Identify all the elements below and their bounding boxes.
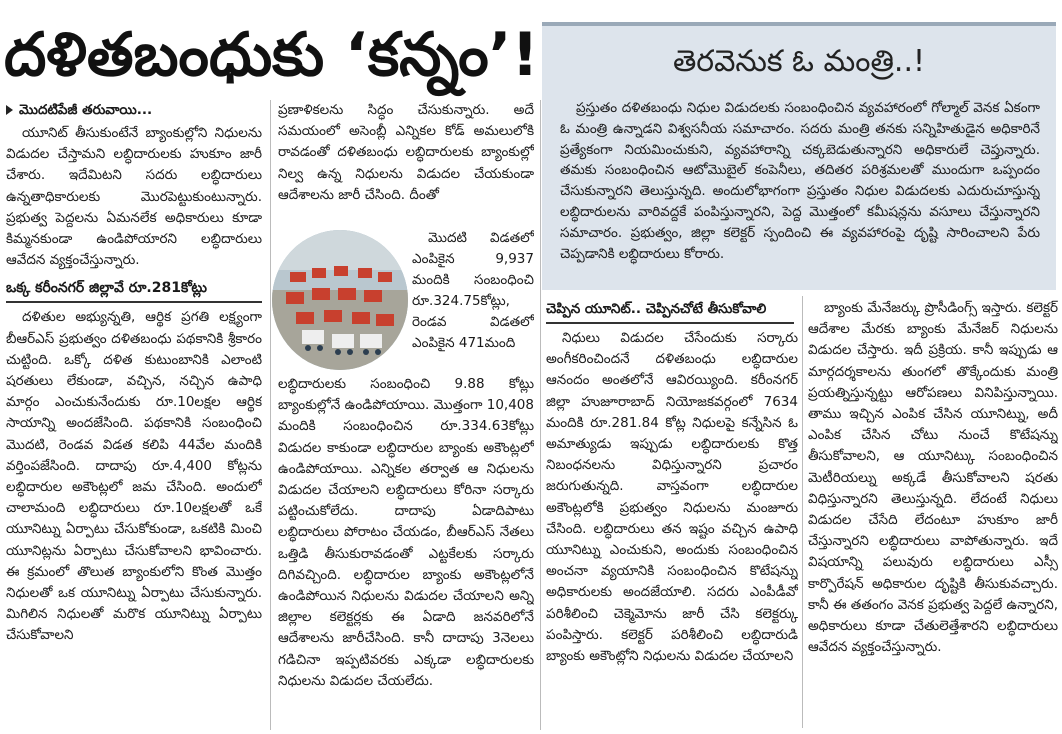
article-column-4 <box>808 298 1058 728</box>
sidebar-box <box>542 22 1056 290</box>
right-article-heading: చెప్పిన యూనిట్.. చెప్పినచోటే తీసుకోవాలి <box>546 301 767 317</box>
column-divider <box>802 296 803 728</box>
paragraph: బ్యాంకు మేనేజర్కు ప్రొసీడింగ్స్ ఇస్తారు. కలెక్టర్ ఆదేశాల మేరకు బ్యాంకు మేనేజర్ నిధులను విడుదల చేస్తారు. ఇదీ ప్రక్రియ. కానీ ఇప్పుడు ఆ మార్గదర్శకాలను తుంగలో తొక్కేందుకు మంత్రి ప్రయత్నిస్తున్నట్టు ఆరోపణలు వినిపిస్తున్నాయి. తాము ఇచ్చిన ఎంపిక చేసిన యూనిట్ను, అదీ ఎంపిక చేసిన చోటు నుంచే కొటేషన్ను తీసుకోవాలని, ఆ యూనిట్కు సంబంధించిన మెటీరియల్ను అక్కడే తీసుకోవాలని షరతు విధిస్తున్నారని తెలుస్తున్నది. లేదంటే నిధులు విడుదల చేసేది లేదంటూ హుకూం జారీ చేస్తున్నారని లబ్ధిదారులు వాపోతున్నారు. ఇదే విషయాన్ని పలువురు లబ్ధిదారులు ఎస్సీ కార్పొరేషన్ అధికారుల దృష్టికి తీసుకువచ్చారు. కానీ ఈ తతంగం వెనక ప్రభుత్వ పెద్దలే ఉన్నారని, అధికారులు కూడా చేతులెత్తేశారని లబ్ధిదారులు ఆవేదన వ్యక్తంచేస్తున్నారు. <box>808 300 1058 656</box>
vehicles-photo-image <box>272 230 408 370</box>
continued-label <box>6 100 262 121</box>
article-column-2-side <box>412 228 534 374</box>
sidebar-title: తెరవెనుక ఓ మంత్రి..! <box>672 44 926 79</box>
paragraph: ప్రస్తుతం దళితబంధు నిధుల విడుదలకు సంబంధించిన వ్యవహారంలో గోల్మాల్ వెనక ఏకంగా ఓ మంత్రి ఉన్నాడని విశ్వసనీయ సమాచారం. సదరు మంత్రి తనకు సన్నిహితుడైన అధికారినే ప్రత్యేకంగా నియమించుకుని, వ్యవహారాన్ని చక్కబెడుతున్నారని అధికారులే చెప్తున్నారు. తమకు సంబంధించిన ఆటోమొబైల్ కంపెనీలు, తదితర పరిశ్రమలతో ముందుగా ఒప్పందం చేసుకున్నారని తెలుస్తున్నది. అందులోభాగంగా ప్రస్తుతం నిధుల విడుదలకు ఎదురుచూస్తున్న లబ్ధిదారులను వారివద్దకే పంపిస్తున్నారని, పెద్ద మొత్తంలో కమీషన్లను వసూలు చేస్తున్నారని సమాచారం. ప్రభుత్వం, జిల్లా కలెక్టర్ స్పందించి ఈ వ్యవహారంపై దృష్టి సారించాలని పేరు చెప్పడానికి లబ్ధిదారులు కోరారు. <box>560 100 1040 262</box>
paragraph: ప్రణాళికలను సిద్ధం చేసుకున్నారు. అదే సమయంలో అసెంబ్లీ ఎన్నికల కోడ్ అమలులోకి రావడంతో దళితబంధు లబ్ధిదారులకు బ్యాంకుల్లో నిల్వ ఉన్న నిధులను విడుదల చేయకుండా ఆదేశాలను జారీ చేసింది. దీంతో <box>278 102 534 203</box>
paragraph: మొదటి విడతలో ఎంపికైన 9,937 మందికి సంబంధించి రూ.324.75కోట్లు, రెండవ విడతలో ఎంపికైన 471మంది <box>412 230 534 351</box>
paragraph: నిధులు విడుదల చేసేందుకు సర్కారు అంగీకరించిందనే దళితబంధు లబ్ధిదారుల ఆనందం అంతలోనే ఆవిరయ్యింది. కరీంనగర్ జిల్లా హుజూరాబాద్ నియోజకవర్గంలో 7634 మందికి రూ.281.84 కోట్ల నిధులపై కన్నేసిన ఓ అమాత్యుడు ఇప్పుడు లబ్ధిదారులకు కొత్త నిబంధనలను విధిస్తున్నారని ప్రచారం జరుగుతున్నది. వాస్తవంగా లబ్ధిదారుల అకౌంట్లలోకి ప్రభుత్వం నిధులను మంజూరు చేసింది. లబ్ధిదారులు తన ఇష్టం వచ్చిన ఉపాధి యూనిట్ను ఎంచుకుని, అందుకు సంబంధించిన అంచనా వ్యయానికి సంబంధించిన కొటేషన్ను అధికారులకు అందజేయాలి. సదరు ఎంపీడీవో పరిశీలించి చెక్మెమోను జారీ చేసి కలెక్టర్కు పంపిస్తారు. కలెక్టర్ పరిశీలించి లబ్ధిదారుడి బ్యాంకు అకౌంట్లోని నిధులను విడుదల చేయాలని <box>546 330 798 665</box>
headline: దళితబంధుకు ‘కన్నం’! <box>4 20 539 90</box>
column-divider <box>540 100 541 730</box>
sidebar-body <box>560 98 1040 284</box>
vehicles-photo <box>272 230 408 370</box>
paragraph: దళితుల అభ్యున్నతి, ఆర్థిక ప్రగతి లక్ష్యంగా బీఆర్ఎస్ ప్రభుత్వం దళితబంధు పథకానికి శ్రీకారం చుట్టింది. ఒక్కో దళిత కుటుంబానికి ఎలాంటి షరతులు లేకుండా, వచ్చిన, నచ్చిన ఉపాధి మార్గం ఎంచుకునేందుకు రూ.10లక్షల ఆర్థిక సాయాన్ని అందజేసింది. పథకానికి సంబంధించి మొదటి, రెండవ విడత కలిపి 44వేల మందికి వర్తింపజేసింది. దాదాపు రూ.4,400 కోట్లను లబ్ధిదారుల అకౌంట్లలో జమ చేసింది. అందులో చాలామంది లబ్ధిదారులు రూ.10లక్షలతో ఒకే యూనిట్ను ఏర్పాటు చేసుకోకుండా, ఒకటికి మించి యూనిట్లను ఏర్పాటు చేసుకోవాలని భావించారు. ఈ క్రమంలో తొలుత బ్యాంకులోని కొంత మొత్తం నిధులతో ఒక యూనిట్ను ఏర్పాటు చేసుకున్నారు. మిగిలిన నిధులతో మరొక యూనిట్ను ఏర్పాటు చేసుకోవాలని <box>6 309 262 644</box>
continued-text: మొదటిపేజీ తరువాయి... <box>19 102 153 118</box>
article-column-1 <box>6 100 262 730</box>
column-divider <box>270 100 271 730</box>
article-column-3 <box>546 328 798 728</box>
triangle-icon <box>6 105 13 115</box>
article-column-2-top <box>278 100 534 230</box>
paragraph: లబ్ధిదారులకు సంబంధించి 9.88 కోట్లు బ్యాంకుల్లోనే ఉండిపోయాయి. మొత్తంగా 10,408 మందికి సంబంధించిన రూ.334.63కోట్లు విడుదల కాకుండా లబ్ధిదారుల బ్యాంకు అకౌంట్లలో ఉండిపోయాయి. ఎన్నికల తర్వాత ఆ నిధులను విడుదల చేయాలని లబ్ధిదారులు కోరినా సర్కారు పట్టించుకోలేదు. దాదాపు ఏడాదిపాటు లబ్ధిదారులు పోరాటం చేయడం, బీఆర్ఎస్ నేతలు ఒత్తిడి తీసుకురావడంతో ఎట్టకేలకు సర్కారు దిగివచ్చింది. లబ్ధిదారుల బ్యాంకు అకౌంట్లలోనే ఉండిపోయిన నిధులను విడుదల చేయాలని అన్ని జిల్లాల కలెక్టర్లకు ఈ ఏడాది జనవరిలోనే ఆదేశాలను జారీచేసింది. కానీ దాదాపు 3నెలలు గడిచినా ఇప్పటివరకు ఎక్కడా లబ్ధిదారులకు నిధులను విడుదల చేయలేదు. <box>278 376 534 689</box>
subheading: ఒక్క కరీంనగర్ జిల్లావే రూ.281కోట్లు <box>6 280 207 297</box>
article-column-2-bottom <box>278 374 534 730</box>
paragraph: యూనిట్ తీసుకుంటేనే బ్యాంకుల్లోని నిధులను విడుదల చేస్తామని లబ్ధిదారులకు హుకూం జారీ చేశారు. ఇదేమిటని సదరు లబ్ధిదారులు ఉన్నతాధికారులకు మొరపెట్టుకుంటున్నారు. ప్రభుత్వ పెద్దలను ఏమనలేక అధికారులు కూడా కిమ్మనకుండా ఉండిపోయారని లబ్ధిదారులు ఆవేదన వ్యక్తంచేస్తున్నారు. <box>6 125 262 269</box>
subheading-rule <box>6 301 262 303</box>
heading-rule <box>546 322 794 324</box>
